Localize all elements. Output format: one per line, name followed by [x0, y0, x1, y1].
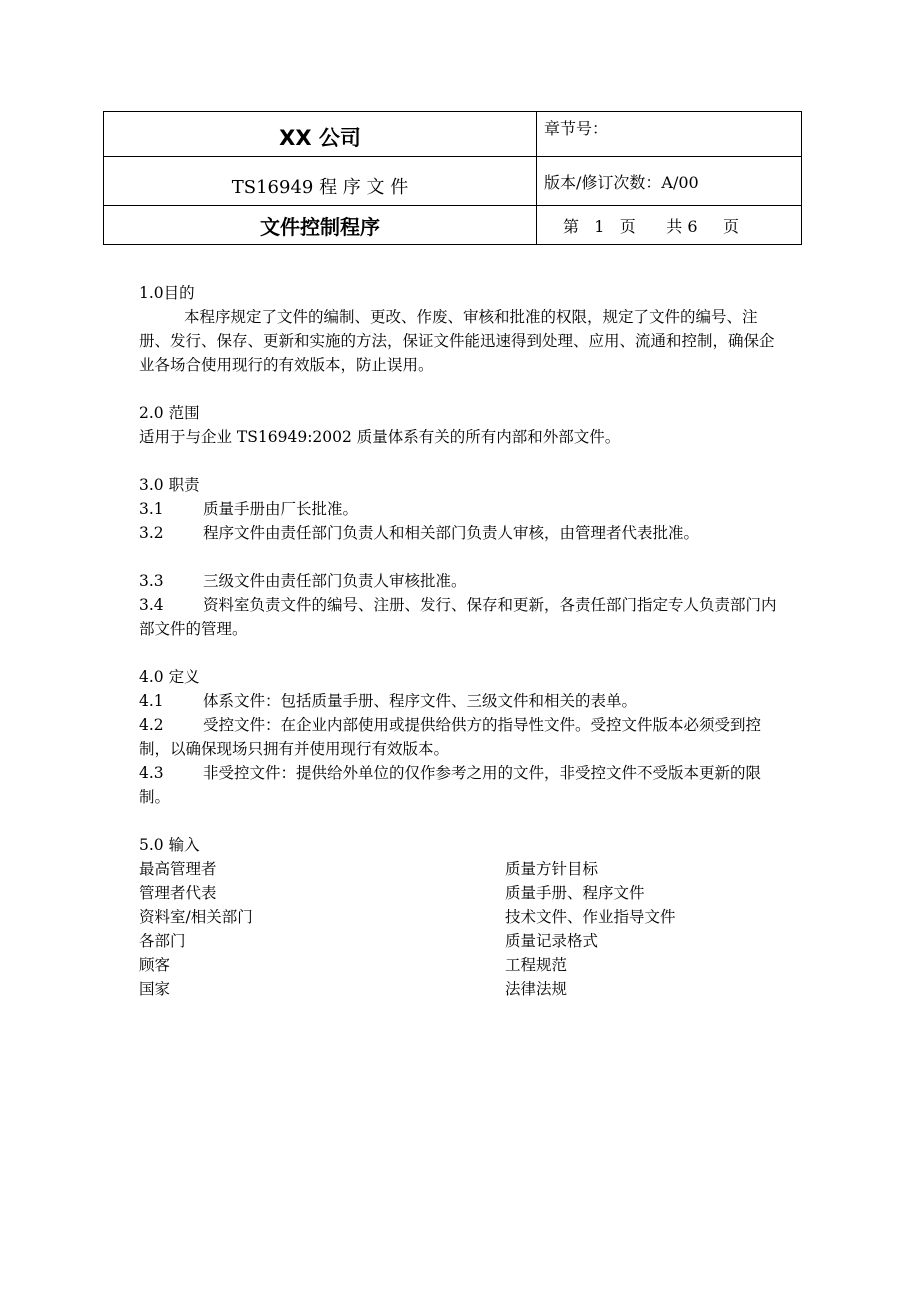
- input-row: [139, 857, 799, 881]
- page-total: 6: [687, 216, 698, 236]
- document-body: [139, 281, 799, 1001]
- item-number: 3.3: [139, 572, 164, 590]
- input-document: 质量手册、程序文件: [505, 884, 645, 902]
- item-text: 质量手册由厂长批准。: [203, 500, 359, 518]
- section-2-body: 适用于与企业 TS16949:2002 质量体系有关的所有内部和外部文件。: [139, 428, 621, 446]
- input-row: [139, 905, 799, 929]
- list-item: [139, 689, 799, 713]
- item-number: 3.2: [139, 524, 164, 542]
- version-label: 版本/修订次数：A/00: [537, 157, 802, 206]
- input-source: 管理者代表: [139, 884, 217, 902]
- company-name: XX 公司: [104, 112, 537, 157]
- item-text: 程序文件由责任部门负责人和相关部门负责人审核，由管理者代表批准。: [203, 524, 700, 542]
- input-document: 技术文件、作业指导文件: [505, 908, 676, 926]
- item-text: 资料室负责文件的编号、注册、发行、保存和更新，各责任部门指定专人负责部门内部文件的管理。: [139, 596, 777, 638]
- input-source: 最高管理者: [139, 860, 217, 878]
- input-document: 质量方针目标: [505, 860, 599, 878]
- item-number: 4.1: [139, 692, 164, 710]
- page-word: 第: [563, 216, 580, 236]
- input-document: 质量记录格式: [505, 932, 599, 950]
- list-item: [139, 761, 789, 809]
- document-header-table: [103, 111, 802, 245]
- section-1-body: 本程序规定了文件的编制、更改、作废、审核和批准的权限，规定了文件的编号、注册、发行、保存、更新和实施的方法，保证文件能迅速得到处理、应用、流通和控制，确保企业各场合使用现行的有效版本，防止误用。: [139, 308, 775, 374]
- input-row: [139, 953, 799, 977]
- item-number: 3.1: [139, 500, 164, 518]
- input-source: 各部门: [139, 932, 186, 950]
- list-item: [139, 497, 799, 521]
- page-current: 1: [594, 216, 605, 236]
- list-item: [139, 569, 799, 593]
- section-5-title: 5.0 输入: [139, 836, 200, 854]
- list-item: [139, 521, 799, 545]
- list-item: [139, 593, 789, 641]
- item-text: 体系文件：包括质量手册、程序文件、三级文件和相关的表单。: [203, 692, 638, 710]
- section-4-title: 4.0 定义: [139, 668, 200, 686]
- input-row: [139, 977, 799, 1001]
- item-text: 受控文件：在企业内部使用或提供给供方的指导性文件。受控文件版本必须受到控制，以确保现场只拥有并使用现行有效版本。: [139, 716, 762, 758]
- item-number: 3.4: [139, 596, 164, 614]
- input-document: 法律法规: [505, 980, 568, 998]
- total-unit: 页: [723, 216, 740, 236]
- chapter-number-label: 章节号：: [537, 112, 802, 157]
- list-item: [139, 713, 789, 761]
- page-unit: 页: [619, 216, 636, 236]
- document-title: 文件控制程序: [104, 206, 537, 245]
- page-indicator: [537, 206, 802, 245]
- input-document: 工程规范: [505, 956, 568, 974]
- section-3-title: 3.0 职责: [139, 476, 200, 494]
- input-row: [139, 929, 799, 953]
- item-text: 三级文件由责任部门负责人审核批准。: [203, 572, 467, 590]
- item-number: 4.2: [139, 716, 164, 734]
- section-2-title: 2.0 范围: [139, 404, 200, 422]
- input-source: 顾客: [139, 956, 171, 974]
- input-source: 资料室/相关部门: [139, 908, 253, 926]
- input-source: 国家: [139, 980, 171, 998]
- item-number: 4.3: [139, 764, 164, 782]
- item-text: 非受控文件：提供给外单位的仅作参考之用的文件，非受控文件不受版本更新的限制。: [139, 764, 762, 806]
- input-row: [139, 881, 799, 905]
- document-type: TS16949 程 序 文 件: [104, 157, 537, 206]
- section-1-title: 1.0目的: [139, 284, 195, 302]
- total-word: 共: [666, 216, 683, 236]
